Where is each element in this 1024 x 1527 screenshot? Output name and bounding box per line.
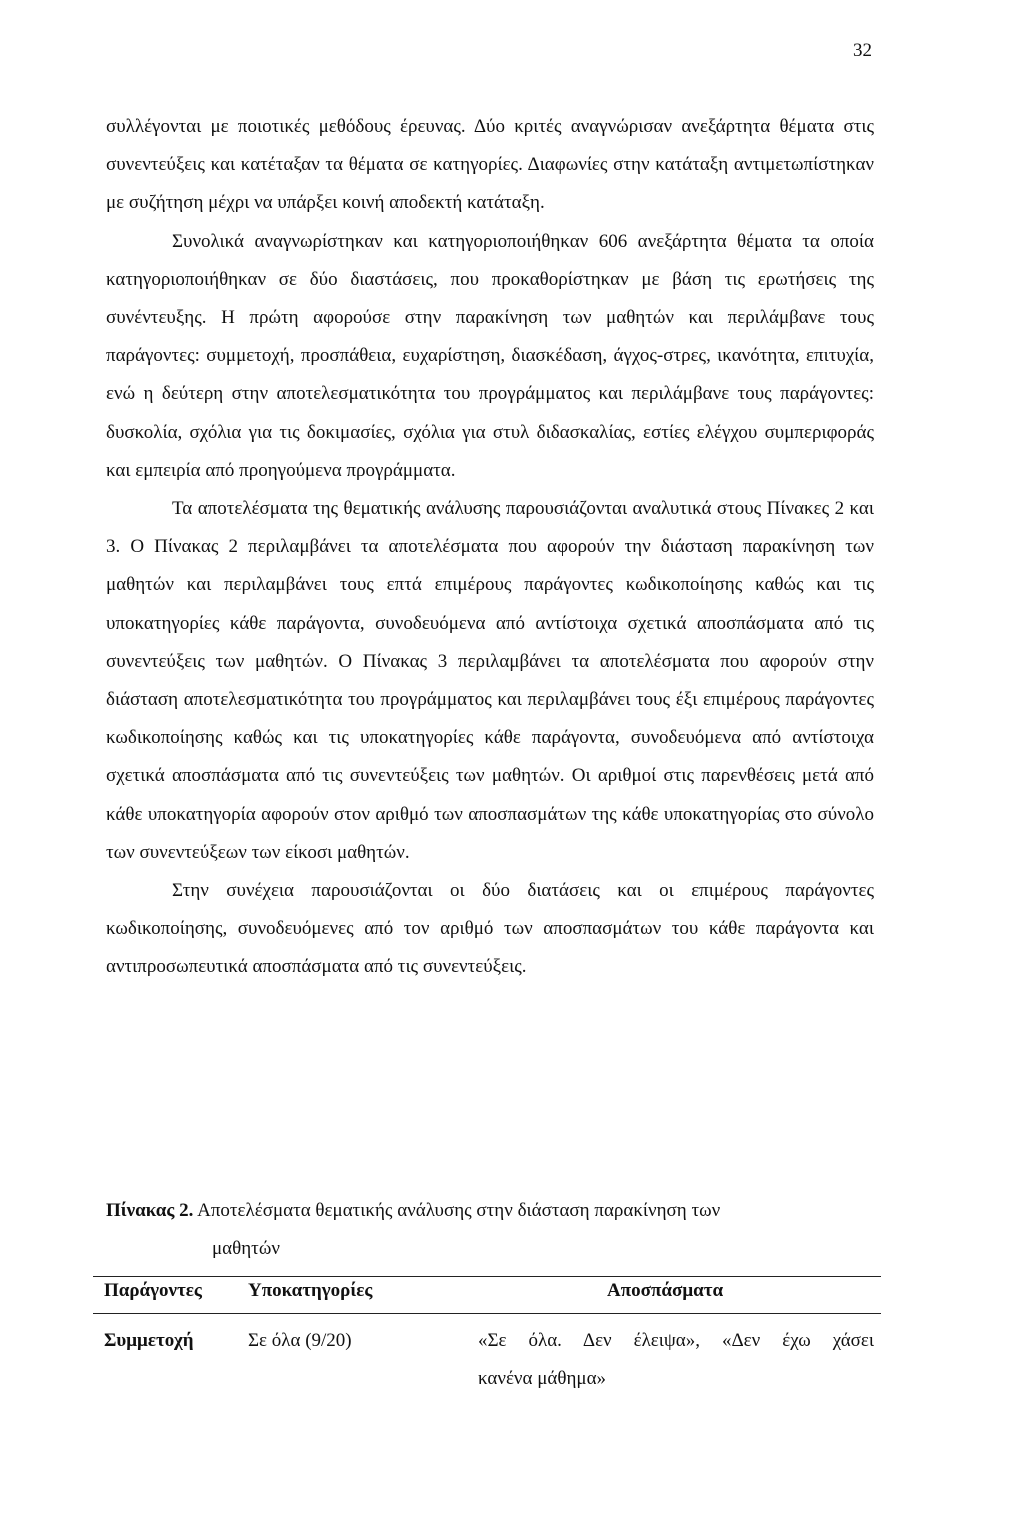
table-header-rule (93, 1313, 881, 1314)
table-cell-excerpt (478, 1322, 874, 1398)
table-cell-factor: Συμμετοχή (104, 1330, 194, 1351)
table-caption-text-continued: μαθητών (212, 1238, 280, 1259)
paragraph: Συνολικά αναγνωρίστηκαν και κατηγοριοποιήθηκαν 606 ανεξάρτητα θέματα τα οποία κατηγοριοποιήθηκαν σε δύο διαστάσεις, που προκαθορίστηκαν με βάση τις ερωτήσεις της συνέντευξης. Η πρώτη αφορούσε στην παρακίνηση των μαθητών και περιλάμβανε τους παράγοντες: συμμετοχή, προσπάθεια, ευχαρίστηση, διασκέδαση, άγχος-στρες, ικανότητα, επιτυχία, ενώ η δεύτερη στην αποτελεσματικότητα του προγράμματος και περιλάμβανε τους παράγοντες: δυσκολία, σχόλια για τις δοκιμασίες, σχόλια για στυλ διδασκαλίας, εστίες ελέγχου συμπεριφοράς και εμπειρία από προηγούμενα προγράμματα. (106, 230, 874, 481)
table-cell-excerpt-line: «Σε όλα. Δεν έλειψα», «Δεν έχω χάσει (478, 1330, 874, 1351)
table-cell-excerpt-line: κανένα μάθημα» (478, 1368, 607, 1389)
table-caption-label: Πίνακας 2. (106, 1200, 194, 1221)
page-number: 32 (853, 40, 872, 61)
paragraph: Στην συνέχεια παρουσιάζονται οι δύο διατάσεις και οι επιμέρους παράγοντες κωδικοποίησης, συνοδευόμενες από τον αριθμό των αποσπασμάτων του κάθε παράγοντα και αντιπροσωπευτικά αποσπάσματα από τις συνεντεύξεις. (106, 880, 874, 978)
paragraph: συλλέγονται με ποιοτικές μεθόδους έρευνας. Δύο κριτές αναγνώρισαν ανεξάρτητα θέματα στις συνεντεύξεις και κατέταξαν τα θέματα σε κατηγορίες. Διαφωνίες στην κατάταξη αντιμετωπίστηκαν με συζήτηση μέχρι να υπάρξει κοινή αποδεκτή κατάταξη. (106, 116, 874, 214)
column-header-subcategories: Υποκατηγορίες (248, 1280, 373, 1301)
body-text (106, 108, 874, 987)
table-caption-text: Αποτελέσματα θεματικής ανάλυσης στην διάσταση παρακίνηση των (197, 1200, 721, 1221)
paragraph: Τα αποτελέσματα της θεματικής ανάλυσης παρουσιάζονται αναλυτικά στους Πίνακες 2 και 3. Ο Πίνακας 2 περιλαμβάνει τα αποτελέσματα που αφορούν την διάσταση παρακίνηση των μαθητών και περιλαμβάνει τους επτά επιμέρους παράγοντες κωδικοποίησης καθώς και τις υποκατηγορίες κάθε παράγοντα, συνοδευόμενα από αντίστοιχα σχετικά αποσπάσματα από τις συνεντεύξεις των μαθητών. Ο Πίνακας 3 περιλαμβάνει τα αποτελέσματα που αφορούν στην διάσταση αποτελεσματικότητα του προγράμματος και περιλαμβάνει τους έξι επιμέρους παράγοντες κωδικοποίησης καθώς και τις υποκατηγορίες κάθε παράγοντα, συνοδευόμενα από αντίστοιχα σχετικά αποσπάσματα από τις συνεντεύξεις των μαθητών. Οι αριθμοί στις παρενθέσεις μετά από κάθε υποκατηγορία αφορούν στον αριθμό των αποσπασμάτων της κάθε υποκατηγορίας στο σύνολο των συνεντεύξεων των είκοσι μαθητών. (106, 498, 874, 863)
column-header-factors: Παράγοντες (104, 1280, 202, 1301)
table-caption (106, 1192, 874, 1268)
column-header-excerpts: Αποσπάσματα (607, 1280, 724, 1301)
table-cell-subcategory: Σε όλα (9/20) (248, 1330, 352, 1351)
table-top-rule (93, 1276, 881, 1277)
